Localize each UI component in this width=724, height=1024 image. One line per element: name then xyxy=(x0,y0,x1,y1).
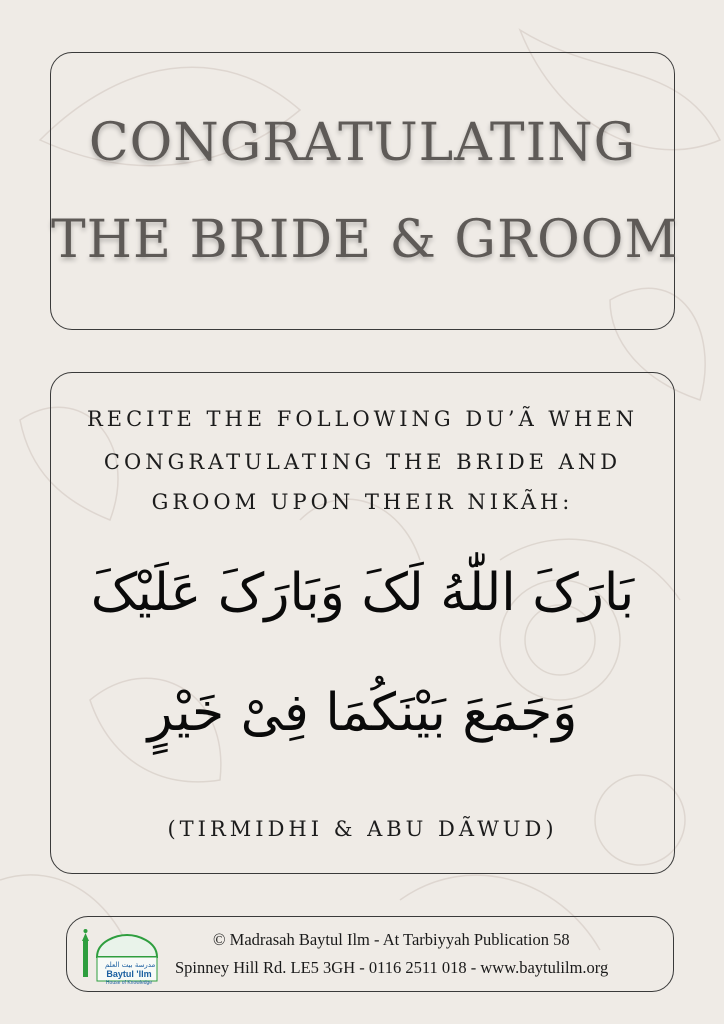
page-title-line-1: CONGRATULATING xyxy=(88,113,637,173)
logo-tagline-text: House of Knowledge xyxy=(105,980,153,986)
title-panel xyxy=(50,52,679,330)
hadith-source: (TIRMIDHI & ABU DÃWUD) xyxy=(167,817,558,841)
instruction-line-1: RECITE THE FOLLOWING DU’Ã WHEN xyxy=(86,407,639,431)
madrasah-logo xyxy=(77,927,159,986)
dua-panel xyxy=(50,372,675,874)
instruction-line-3: GROOM UPON THEIR NIKÃH: xyxy=(151,490,574,514)
dua-arabic-line-2: وَجَمَعَ بَیْنَکُمَا فِیْ خَیْرٍ xyxy=(147,683,578,743)
page-title-line-2: THE BRIDE & GROOM xyxy=(51,210,679,270)
instruction-line-2: CONGRATULATING THE BRIDE AND xyxy=(103,450,622,474)
footer-copyright: © Madrasah Baytul Ilm - At Tarbiyyah Publication 58 xyxy=(213,930,570,949)
footer-panel xyxy=(66,916,674,992)
logo-name-text: Baytul 'Ilm xyxy=(106,969,152,979)
logo-arabic-text: مدرسة بيت العلم xyxy=(105,961,156,969)
dua-arabic-line-1: بَارَکَ اللّٰهُ لَکَ وَبَارَکَ عَلَیْکَ xyxy=(90,563,635,623)
footer-address: Spinney Hill Rd. LE5 3GH - 0116 2511 018 - www.baytulilm.org xyxy=(175,958,609,977)
